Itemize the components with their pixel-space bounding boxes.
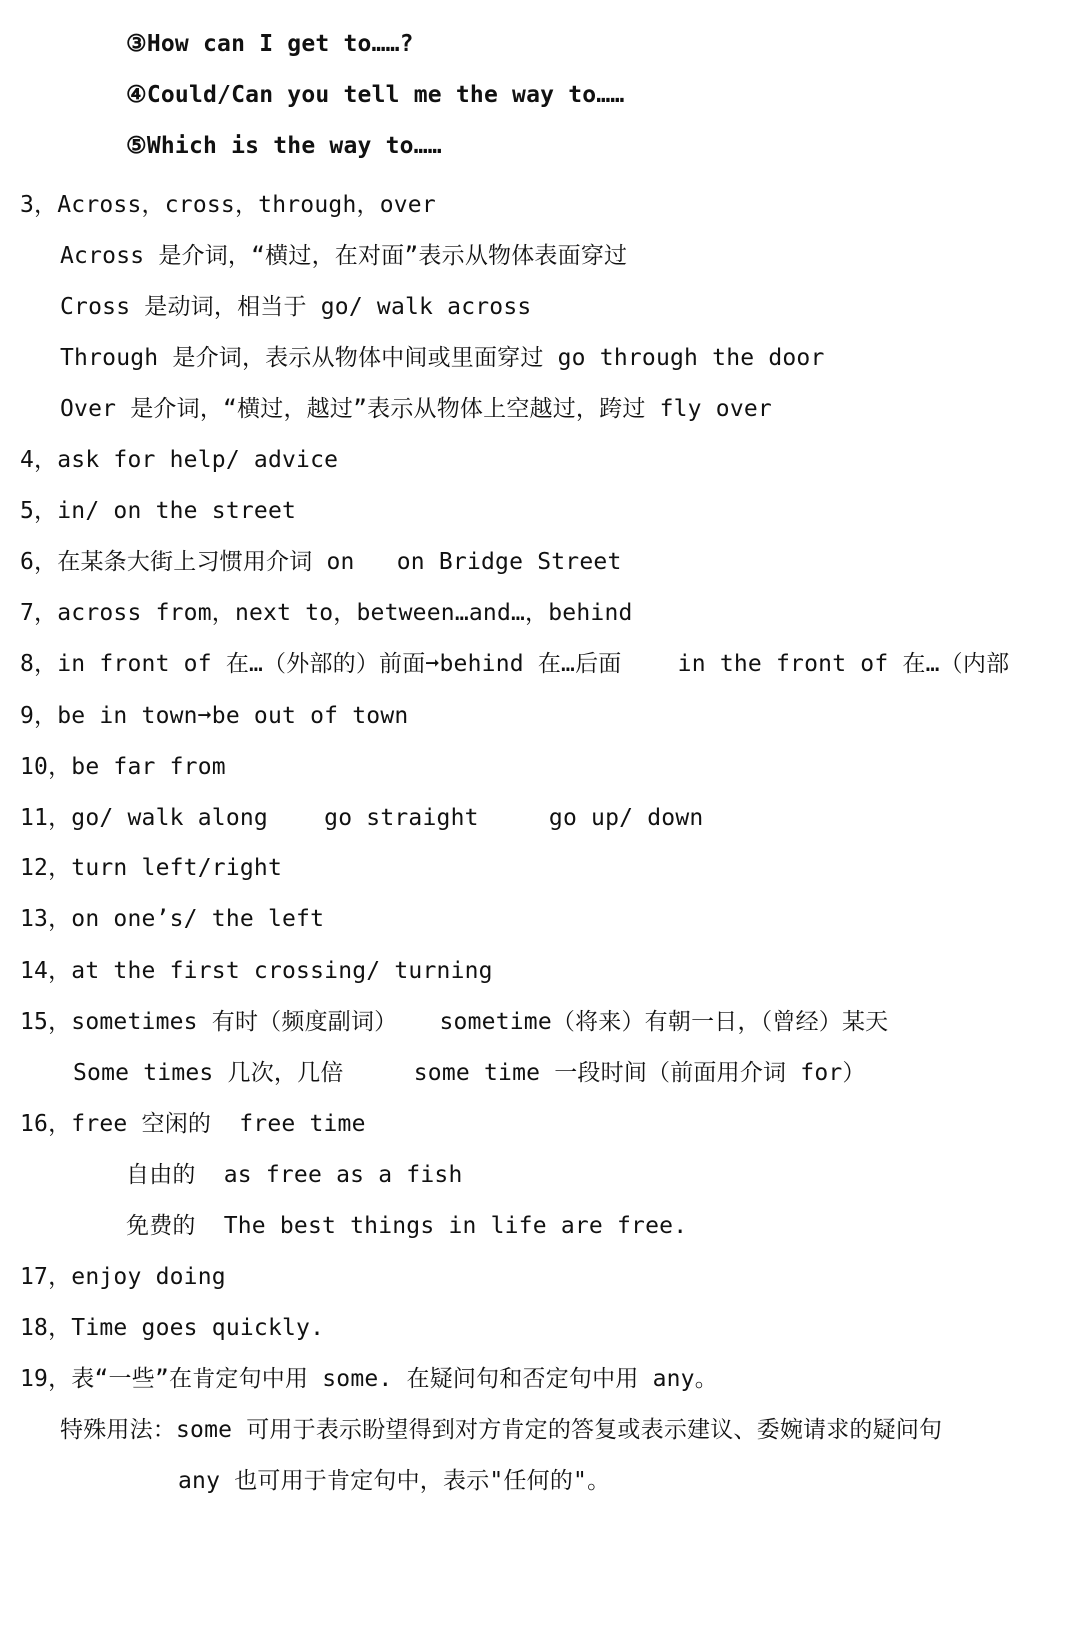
item-16: 16，free 空闲的 free time	[20, 1111, 366, 1137]
item-6: 6，在某条大街上习惯用介词 on on Bridge Street	[20, 549, 622, 575]
item-15-sub: Some times 几次，几倍 some time 一段时间（前面用介词 for）	[73, 1060, 866, 1086]
item-19-special-usage: 特殊用法：some 可用于表示盼望得到对方肯定的答复或表示建议、委婉请求的疑问句	[60, 1417, 943, 1443]
item-15: 15，sometimes 有时（频度副词） sometime（将来）有朝一日，（曾经）某天	[20, 1009, 889, 1035]
item-16-sub-1: 自由的 as free as a fish	[126, 1162, 463, 1188]
item-19-any-usage: any 也可用于肯定句中，表示"任何的"。	[178, 1468, 611, 1494]
question-pattern-4: ④Could/Can you tell me the way to……	[126, 82, 625, 108]
question-pattern-3: ③How can I get to……?	[126, 31, 414, 57]
question-pattern-5: ⑤Which is the way to……	[126, 133, 442, 159]
item-11: 11，go/ walk along go straight go up/ down	[20, 805, 704, 831]
item-4: 4，ask for help/ advice	[20, 447, 339, 473]
item-12: 12，turn left/right	[20, 855, 283, 881]
item-17: 17，enjoy doing	[20, 1264, 226, 1290]
item-3-across: Across 是介词，“横过，在对面”表示从物体表面穿过	[60, 243, 628, 269]
item-5: 5，in/ on the street	[20, 498, 297, 524]
item-9: 9，be in town➞be out of town	[20, 703, 409, 729]
item-19: 19，表“一些”在肯定句中用 some. 在疑问句和否定句中用 any。	[20, 1366, 718, 1392]
item-3-heading: 3，Across，cross，through，over	[20, 192, 436, 218]
item-18: 18，Time goes quickly.	[20, 1315, 325, 1341]
item-3-over: Over 是介词，“横过，越过”表示从物体上空越过，跨过 fly over	[60, 396, 772, 422]
item-14: 14，at the first crossing/ turning	[20, 958, 493, 984]
item-3-cross: Cross 是动词，相当于 go/ walk across	[60, 294, 532, 320]
item-16-sub-2: 免费的 The best things in life are free.	[126, 1213, 688, 1239]
item-7: 7，across from，next to，between…and…，behind	[20, 600, 633, 626]
item-8: 8，in front of 在…（外部的）前面➞behind 在…后面 in the front of 在…（内部	[20, 651, 1010, 677]
item-13: 13，on one’s/ the left	[20, 906, 325, 932]
item-10: 10，be far from	[20, 754, 226, 780]
item-3-through: Through 是介词，表示从物体中间或里面穿过 go through the door	[60, 345, 825, 371]
